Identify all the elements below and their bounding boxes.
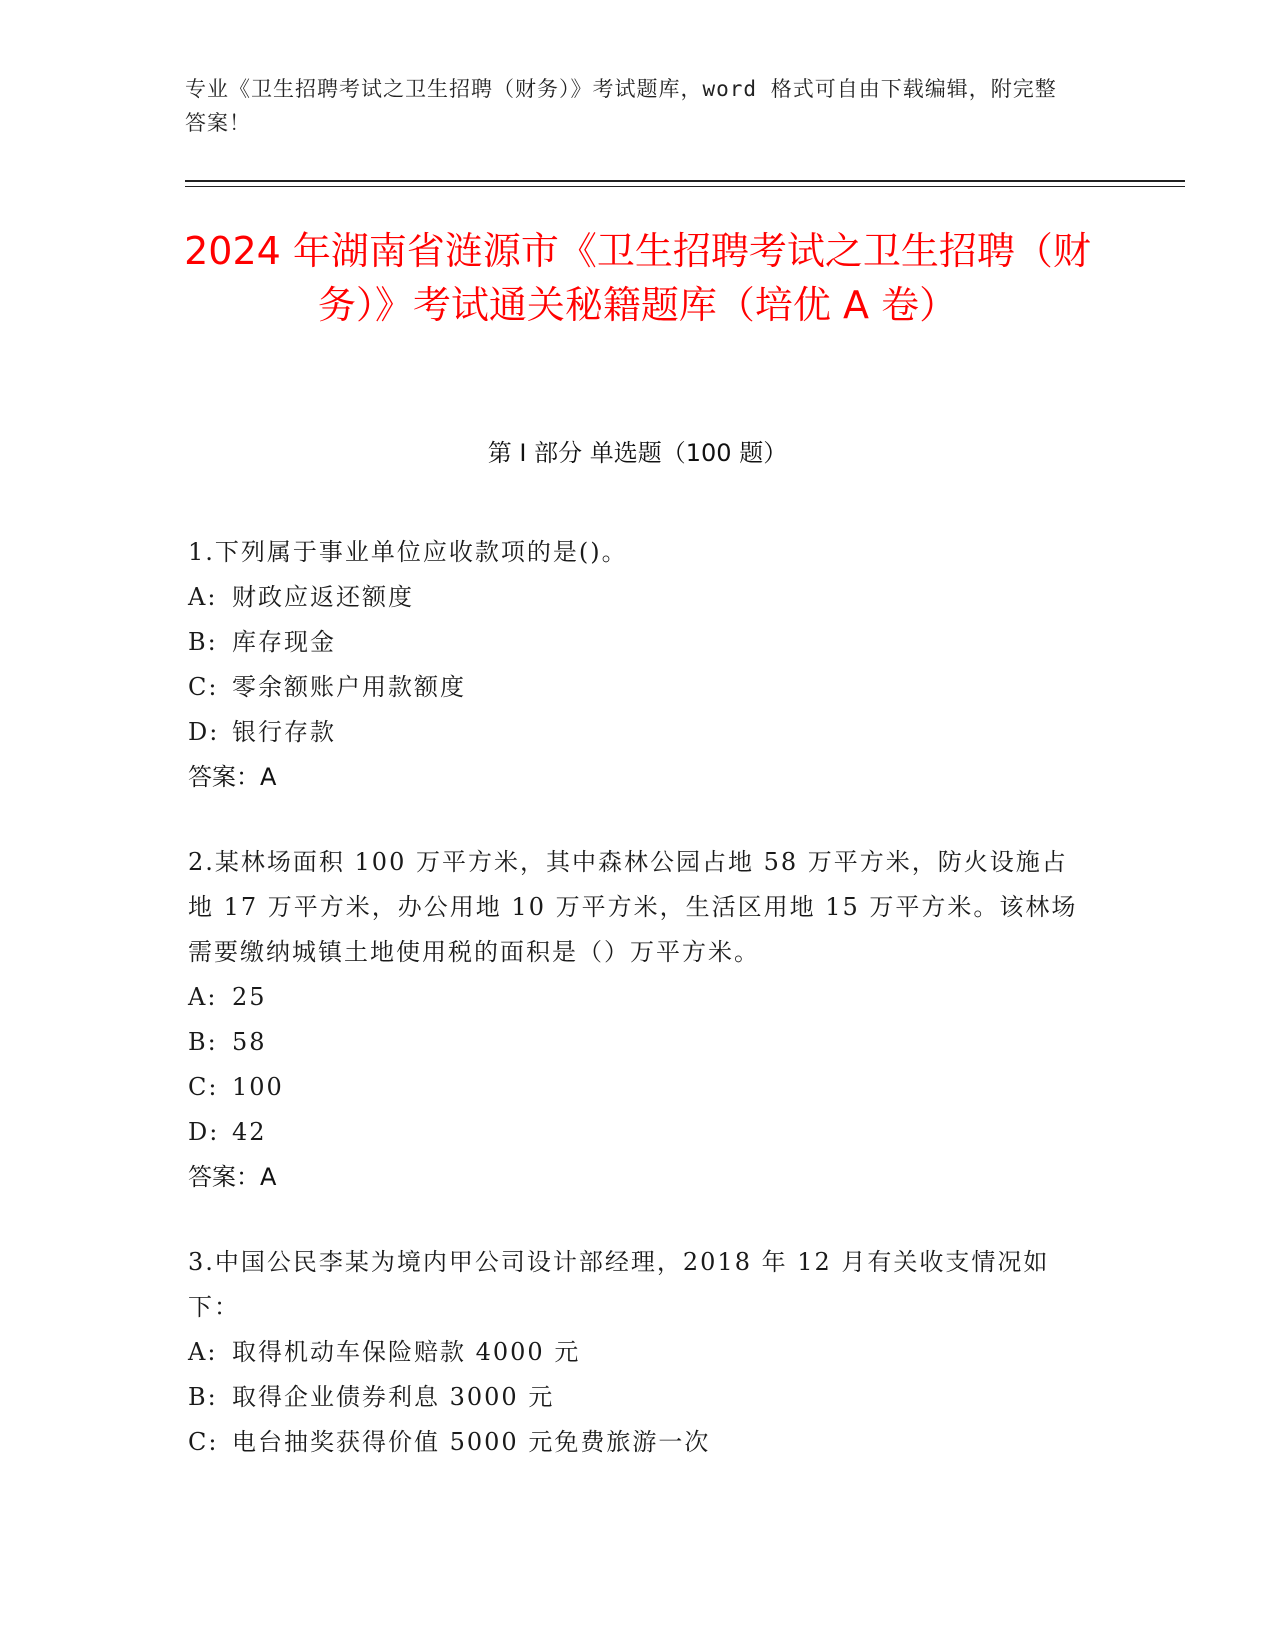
option-text: 取得机动车保险赔款 4000 元 [232, 1338, 581, 1366]
option-text: 银行存款 [232, 718, 336, 746]
option-d [188, 1110, 1088, 1155]
answer-line: 答案：A [188, 1163, 277, 1191]
option-letter: B: [188, 1028, 218, 1056]
option-letter: D: [188, 718, 220, 746]
option-a [188, 975, 1088, 1020]
option-text: 库存现金 [232, 628, 336, 656]
option-text: 取得企业债券利息 3000 元 [232, 1383, 555, 1411]
answer-line: 答案：A [188, 763, 277, 791]
option-d [188, 710, 1088, 755]
option-letter: B: [188, 1383, 218, 1411]
question-3 [188, 1240, 1088, 1465]
option-letter: A: [188, 983, 218, 1011]
option-b [188, 620, 1088, 665]
option-letter: C: [188, 673, 219, 701]
option-letter: A: [188, 1338, 218, 1366]
header-divider-thin [185, 186, 1185, 187]
option-text: 25 [232, 983, 267, 1011]
option-c [188, 1420, 1088, 1465]
option-text: 100 [232, 1073, 284, 1101]
option-letter: A: [188, 583, 218, 611]
section-title: 第 I 部分 单选题（100 题） [487, 439, 788, 467]
option-b [188, 1020, 1088, 1065]
question-stem: 3.中国公民李某为境内甲公司设计部经理，2018 年 12 月有关收支情况如下： [188, 1248, 1050, 1321]
option-text: 42 [232, 1118, 267, 1146]
question-stem: 1.下列属于事业单位应收款项的是()。 [188, 538, 628, 566]
question-2 [188, 840, 1088, 1200]
option-text: 零余额账户用款额度 [232, 673, 466, 701]
question-list [188, 530, 1088, 1505]
option-text: 电台抽奖获得价值 5000 元免费旅游一次 [232, 1428, 711, 1456]
option-letter: D: [188, 1118, 220, 1146]
option-a [188, 1330, 1088, 1375]
option-text: 58 [232, 1028, 267, 1056]
option-letter: C: [188, 1428, 219, 1456]
option-a [188, 575, 1088, 620]
option-text: 财政应返还额度 [232, 583, 414, 611]
header-note: 专业《卫生招聘考试之卫生招聘（财务）》考试题库，word 格式可自由下载编辑，附完整答案！ [185, 77, 1057, 135]
document-title: 2024 年湖南省涟源市《卫生招聘考试之卫生招聘（财务）》考试通关秘籍题库（培优 A 卷） [184, 229, 1091, 327]
option-c [188, 1065, 1088, 1110]
option-b [188, 1375, 1088, 1420]
question-stem: 2.某林场面积 100 万平方米，其中森林公园占地 58 万平方米，防火设施占地 17 万平方米，办公用地 10 万平方米，生活区用地 15 万平方米。该林场需要缴纳城镇土地使用税的面积是（）万平方米。 [188, 848, 1078, 966]
option-c [188, 665, 1088, 710]
question-1 [188, 530, 1088, 800]
header-divider [185, 180, 1185, 182]
option-letter: C: [188, 1073, 219, 1101]
option-letter: B: [188, 628, 218, 656]
